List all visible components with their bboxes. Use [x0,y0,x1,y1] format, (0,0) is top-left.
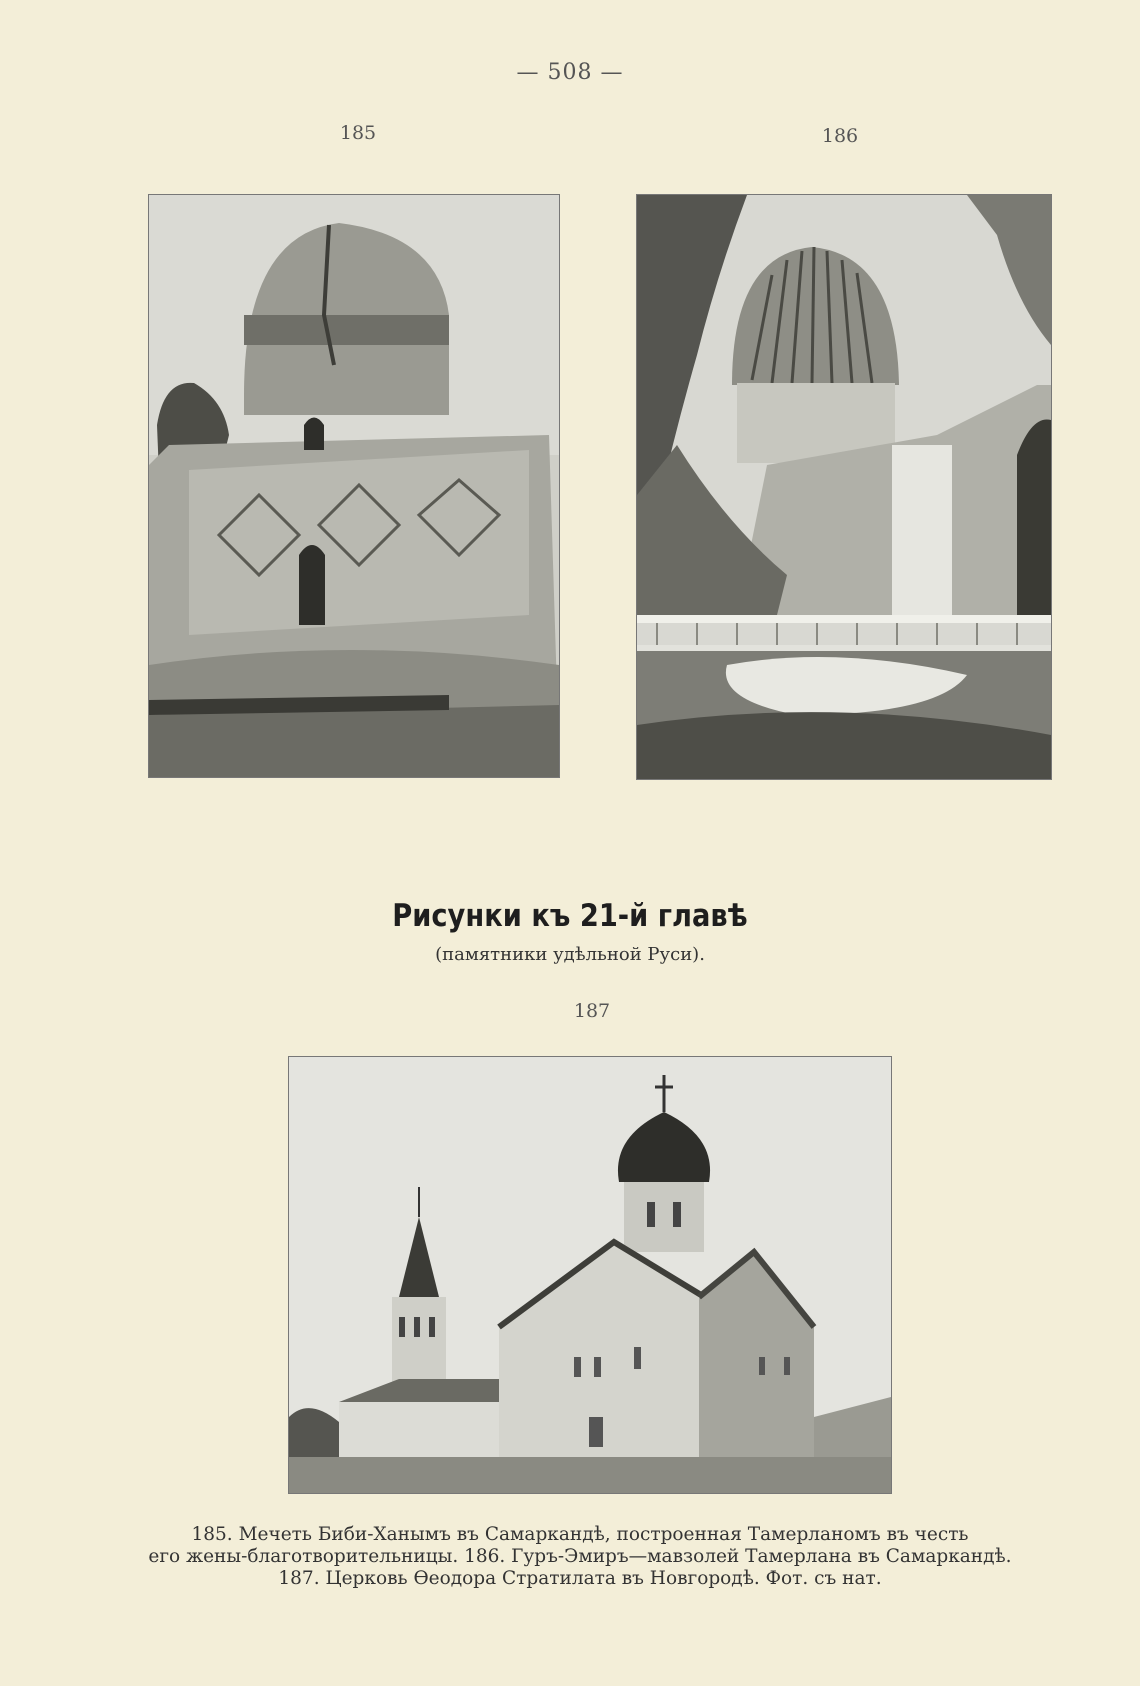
chapter-title: Рисунки къ 21-й главѣ [392,898,748,934]
figure-number-186: 186 [821,125,859,147]
caption-line-3: 187. Церковь Ѳеодора Стратилата въ Новгородѣ. Фот. съ нат. [278,1568,882,1589]
figure-number-185: 185 [339,122,377,144]
caption-line-2: его жены-благотворительницы. 186. Гуръ-Эмиръ—мавзолей Тамерлана въ Самаркандѣ. [148,1546,1012,1567]
photo-theodore-stratelates-church [288,1056,892,1494]
chapter-subtitle: (памятники удѣльной Руси). [435,944,705,965]
photo-gur-emir-mausoleum [636,194,1052,780]
figure-number-187: 187 [573,1000,611,1022]
figure-caption [130,1524,1030,1590]
caption-line-1: 185. Мечеть Биби-Ханымъ въ Самаркандѣ, построенная Тамерланомъ въ честь [191,1524,969,1545]
photo-bibi-khanym-mosque [148,194,560,778]
page-number: — 508 — [516,60,624,85]
